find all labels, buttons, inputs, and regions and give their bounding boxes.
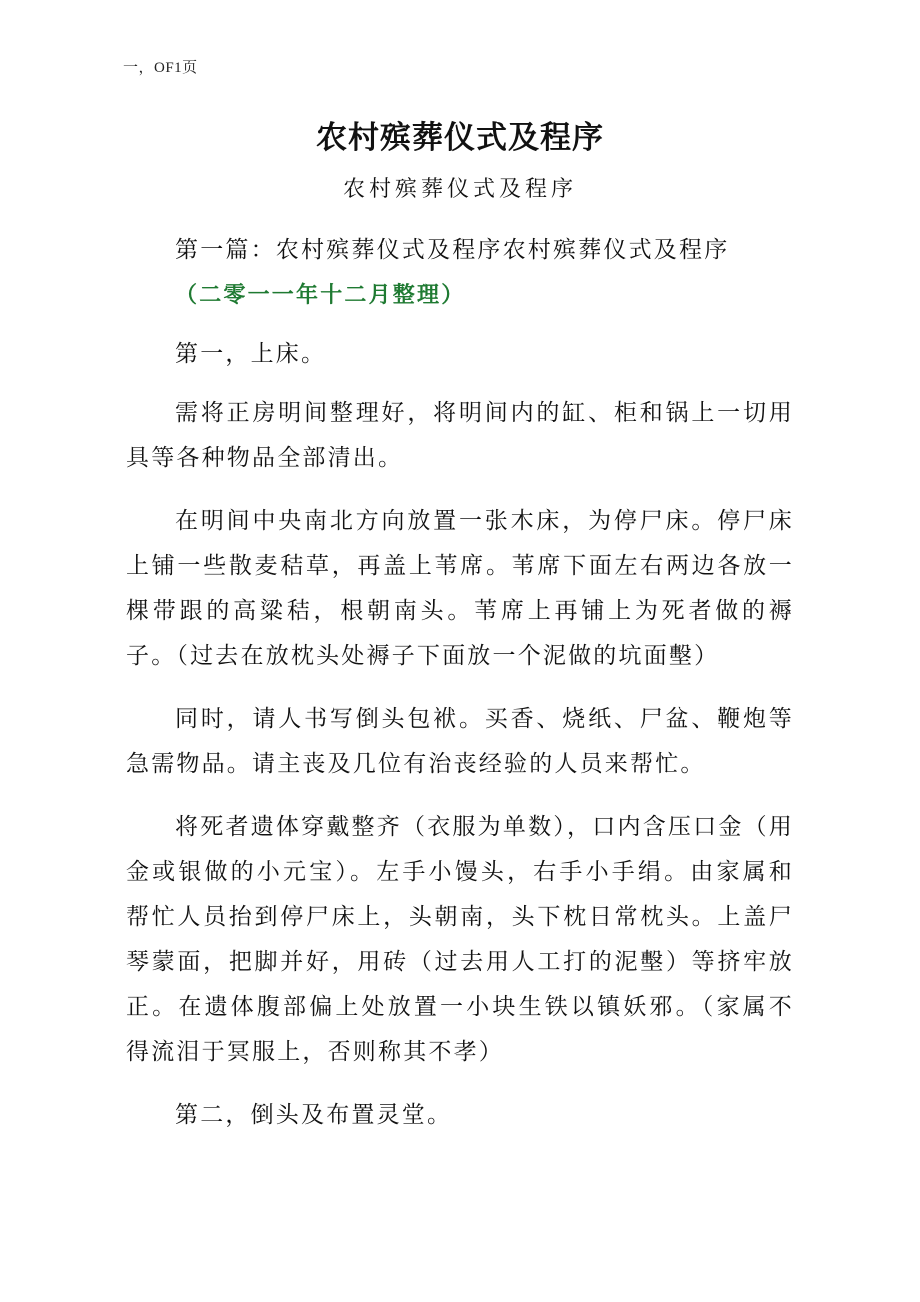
paragraph-1: 需将正房明间整理好，将明间内的缸、柜和锅上一切用具等各种物品全部清出。 <box>126 400 794 471</box>
document-subtitle: 农村殡葬仪式及程序 <box>342 177 577 202</box>
paragraph-3: 同时，请人书写倒头包袱。买香、烧纸、尸盆、鞭炮等急需物品。请主丧及几位有治丧经验的人员来帮忙。 <box>126 706 794 777</box>
paragraph-2: 在明间中央南北方向放置一张木床，为停尸床。停尸床上铺一些散麦秸草，再盖上苇席。苇席下面左右两边各放一棵带跟的高粱秸，根朝南头。苇席上再铺上为死者做的褥子。（过去在放枕头处褥子下面放一个泥做的坑面墼） <box>126 508 794 669</box>
part-heading: 第一篇：农村殡葬仪式及程序农村殡葬仪式及程序 <box>175 237 730 263</box>
step2-heading: 第二，倒头及布置灵堂。 <box>175 1102 453 1128</box>
page-marker: 一，OF1页 <box>123 60 198 76</box>
document-title: 农村殡葬仪式及程序 <box>316 120 604 156</box>
document-body <box>126 228 794 1138</box>
step1-heading: 第一，上床。 <box>175 341 327 367</box>
date-note: （二零一一年十二月整理） <box>175 282 466 308</box>
paragraph-4: 将死者遗体穿戴整齐（衣服为单数），口内含压口金（用金或银做的小元宝）。左手小馒头，右手小手绢。由家属和帮忙人员抬到停尸床上，头朝南，头下枕日常枕头。上盖尸琴蒙面，把脚并好，用砖（过去用人工打的泥墼）等挤牢放正。在遗体腹部偏上处放置一小块生铁以镇妖邪。（家属不得流泪于冥服上，否则称其不孝） <box>126 814 794 1065</box>
